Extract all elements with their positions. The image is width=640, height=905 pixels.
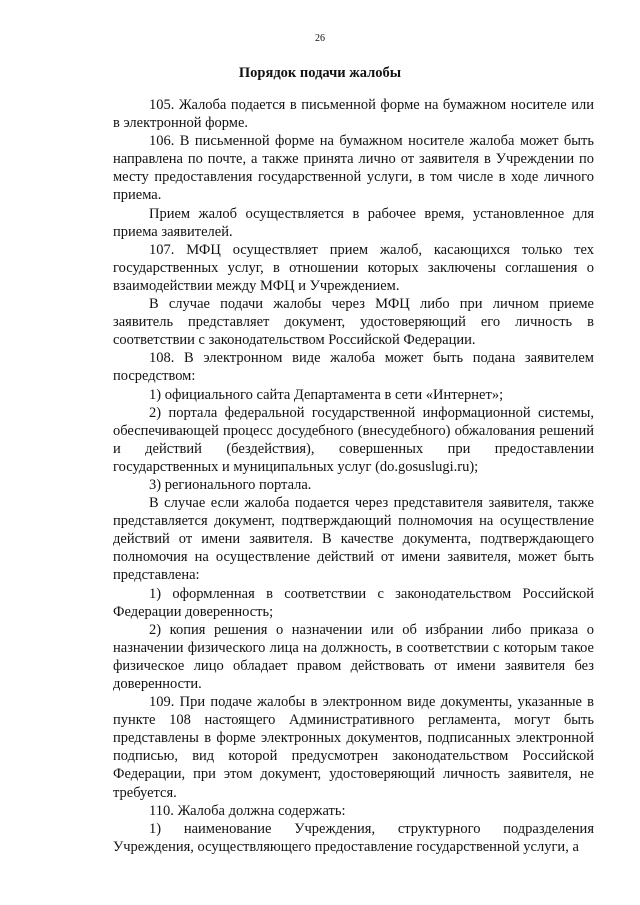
paragraph-representative: В случае если жалоба подается через представителя заявителя, также представляется документ, подтверждающий полномочия на осуществление действий от имени заявителя. В качестве документа, подтверждающего полномочия на осуществление действий от имени заявителя, может быть представлена:: [113, 495, 594, 584]
list-item-108-3: 3) регионального портала.: [149, 476, 312, 493]
list-item-representative-2: 2) копия решения о назначении или об избрании либо приказа о назначении физического лица на должность, в соответствии с которым такое физическое лицо обладает правом действовать от имени заявителя без доверенности.: [113, 621, 594, 692]
paragraph-107: 107. МФЦ осуществляет прием жалоб, касающихся только тех государственных услуг, в отношении которых заключены соглашения о взаимодействии между МФЦ и Учреждением.: [113, 241, 594, 294]
paragraph-105: 105. Жалоба подается в письменной форме на бумажном носителе или в электронной форме.: [113, 97, 594, 132]
section-title: Порядок подачи жалобы: [238, 65, 402, 81]
paragraph-108: 108. В электронном виде жалоба может быть подана заявителем посредством:: [113, 350, 594, 385]
paragraph-109: 109. При подаче жалобы в электронном виде документы, указанные в пункте 108 настоящего Административного регламента, могут быть представлены в форме электронных документов, подписанных электронной подписью, вид которой предусмотрен законодательством Российской Федерации, при этом документ, удостоверяющий личность заявителя, не требуется.: [113, 694, 594, 801]
paragraph-reception-time: Прием жалоб осуществляется в рабочее время, установленное для приема заявителей.: [113, 205, 594, 240]
list-item-108-2: 2) портала федеральной государственной информационной системы, обеспечивающей процесс досудебного (внесудебного) обжалования решений и действий (бездействия), совершенных при предоставлении государственных и муниципальных услуг (do.gosuslugi.ru);: [113, 404, 594, 475]
list-item-110-1: 1) наименование Учреждения, структурного подразделения Учреждения, осуществляющего предоставление государственной услуги, а: [113, 820, 594, 855]
list-item-representative-1: 1) оформленная в соответствии с законодательством Российской Федерации доверенность;: [113, 585, 594, 620]
paragraph-110: 110. Жалоба должна содержать:: [149, 802, 346, 819]
list-item-108-1: 1) официального сайта Департамента в сети «Интернет»;: [149, 386, 504, 403]
paragraph-mfc-identity: В случае подачи жалобы через МФЦ либо при личном приеме заявитель представляет документ, удостоверяющий его личность в соответствии с законодательством Российской Федерации.: [113, 296, 594, 349]
page-number: 26: [315, 33, 325, 44]
body-text: [113, 96, 594, 856]
paragraph-106: 106. В письменной форме на бумажном носителе жалоба может быть направлена по почте, а также принята лично от заявителя в Учреждении по месту предоставления государственной услуги, в том числе в ходе личного приема.: [113, 133, 594, 204]
